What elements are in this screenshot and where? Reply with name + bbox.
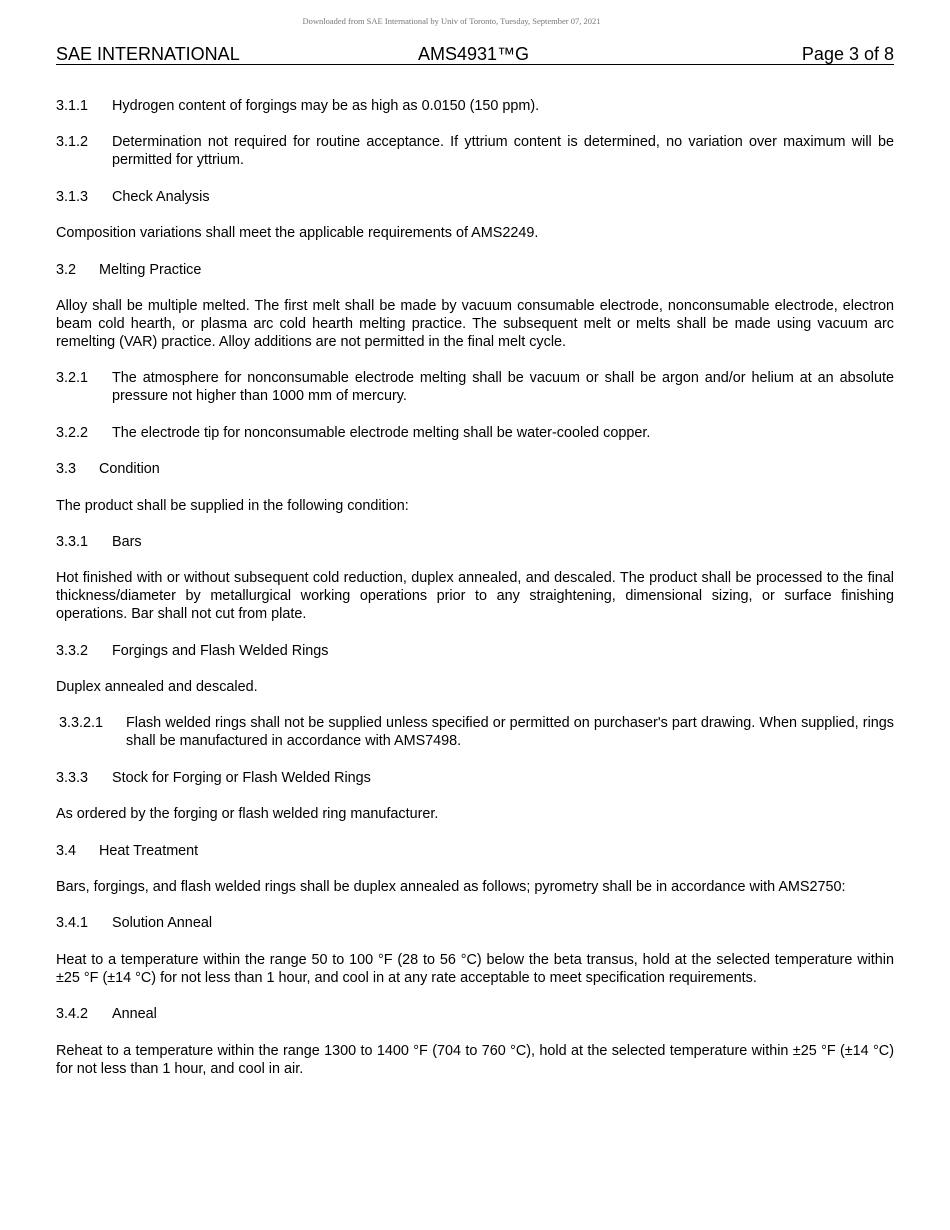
paragraph: Composition variations shall meet the applicable requirements of AMS2249. [56,225,539,242]
clause-3-3 [56,460,894,478]
paragraph: Hot finished with or without subsequent cold reduction, duplex annealed, and descaled. The product shall be processed to the final thickness/diameter by metallurgical working operations prior to any straightening, dimensional sizing, or surface finishing operations. Bar shall not cut from plate. [56,570,894,623]
clause-3-3-2-1 [56,714,894,750]
download-watermark: Downloaded from SAE International by Univ of Toronto, Tuesday, September 07, 2021 [302,16,601,26]
clause-text: Flash welded rings shall not be supplied unless specified or permitted on purchaser's part drawing. When supplied, rings shall be manufactured in accordance with AMS7498. [126,715,894,750]
section-heading: Check Analysis [112,188,210,205]
paragraph: Reheat to a temperature within the range 1300 to 1400 °F (704 to 760 °C), hold at the selected temperature within ±25 °F (±14 °C) for not less than 1 hour, and cool in air. [56,1042,894,1077]
clause-number: 3.3.3 [56,769,89,786]
clause-text: Determination not required for routine acceptance. If yttrium content is determined, no variation over maximum will be permitted for yttrium. [112,134,894,169]
clause-3-4-1 [56,914,894,932]
section-heading: Stock for Forging or Flash Welded Rings [112,769,371,786]
paragraph: Alloy shall be multiple melted. The first melt shall be made by vacuum consumable electrode, nonconsumable electrode, electron beam cold hearth, or plasma arc cold hearth melting practice. The subsequent melt or melts shall be made using vacuum arc remelting (VAR) practice. Alloy additions are not permitted in the final melt cycle. [56,297,894,350]
paragraph: As ordered by the forging or flash welded ring manufacturer. [56,806,439,823]
clause-3-3-1 [56,533,894,551]
clause-number: 3.4.1 [56,915,89,932]
clause-number: 3.3.2 [56,642,89,659]
section-heading: Forgings and Flash Welded Rings [112,642,329,659]
clause-number: 3.4.2 [56,1006,89,1023]
clause-3-1-3 [56,188,894,206]
clause-number: 3.2 [56,261,77,278]
section-heading: Melting Practice [99,261,202,278]
clause-number: 3.3 [56,461,77,478]
section-heading: Bars [112,533,142,550]
section-heading: Heat Treatment [99,842,199,859]
clause-number: 3.1.1 [56,98,89,114]
header-document-id: AMS4931™G [418,44,530,64]
header-organization: SAE INTERNATIONAL [56,44,240,64]
clause-number: 3.1.3 [56,188,89,205]
clause-3-4-2 [56,1005,894,1023]
clause-3-2 [56,261,894,279]
clause-text: The atmosphere for nonconsumable electrode melting shall be vacuum or shall be argon and/or helium at an absolute pressure not higher than 1000 mm of mercury. [112,370,894,405]
clause-3-1-1 [56,97,894,115]
clause-number: 3.4 [56,842,77,859]
section-heading: Anneal [112,1006,157,1023]
paragraph: Bars, forgings, and flash welded rings shall be duplex annealed as follows; pyrometry shall be in accordance with AMS2750: [56,879,846,896]
clause-number: 3.3.1 [56,533,89,550]
paragraph: Duplex annealed and descaled. [56,679,258,696]
paragraph: Heat to a temperature within the range 50 to 100 °F (28 to 56 °C) below the beta transus, hold at the selected temperature within ±25 °F (±14 °C) for not less than 1 hour, and cool in at any rate acceptable to meet specification requirements. [56,951,894,986]
clause-number: 3.1.2 [56,134,89,151]
header-page-number: Page 3 of 8 [801,44,894,64]
section-heading: Condition [99,461,160,478]
clause-3-4 [56,842,894,860]
section-heading: Solution Anneal [112,915,213,932]
clause-3-2-2 [56,424,894,442]
page-header [56,44,894,65]
clause-3-3-3 [56,769,894,787]
clause-3-2-1 [56,369,894,405]
clause-3-1-2 [56,133,894,169]
clause-number: 3.2.2 [56,424,89,441]
paragraph: The product shall be supplied in the following condition: [56,497,409,514]
clause-number: 3.2.1 [56,370,89,387]
document-body [56,97,894,1096]
clause-number: 3.3.2.1 [59,715,104,732]
clause-3-3-2 [56,642,894,660]
clause-text: The electrode tip for nonconsumable electrode melting shall be water-cooled copper. [112,424,651,441]
clause-text: Hydrogen content of forgings may be as high as 0.0150 (150 ppm). [112,98,540,114]
